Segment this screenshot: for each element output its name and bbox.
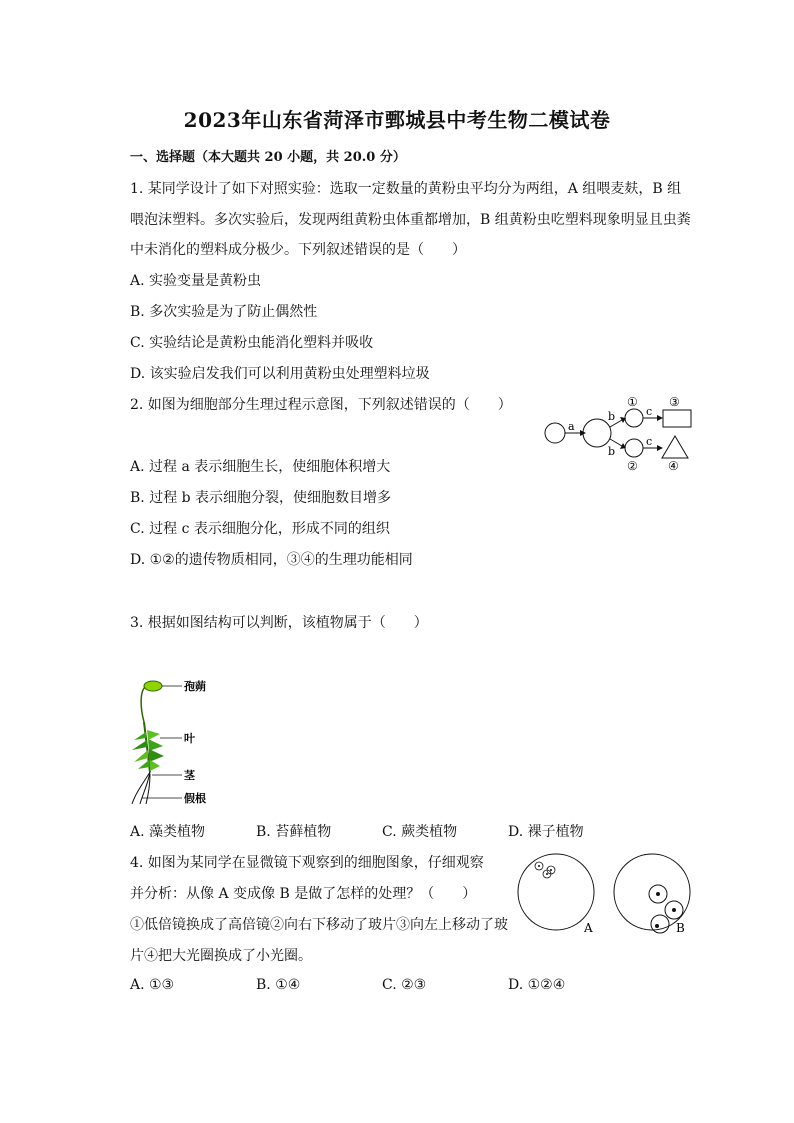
label-b-top: b — [608, 410, 616, 423]
q4-option-c[interactable]: C. ②③ — [382, 977, 427, 993]
section-heading: 一、选择题（本大题共 20 小题，共 20.0 分） — [130, 150, 406, 165]
label-2: ② — [627, 459, 638, 473]
q4-option-a[interactable]: A. ①③ — [130, 977, 175, 993]
label-rhizoid: 假根 — [184, 792, 206, 805]
q2-option-c[interactable]: C. 过程 c 表示细胞分化，形成不同的组织 — [130, 521, 390, 537]
q1-line-1: 1. 某同学设计了如下对照实验：选取一定数量的黄粉虫平均分为两组，A 组喂麦麸，B 组 — [130, 181, 682, 197]
q1-line-2: 喂泡沫塑料。多次实验后，发现两组黄粉虫体重都增加，B 组黄粉虫吃塑料现象明显且虫粪 — [130, 212, 691, 228]
q1-option-d[interactable]: D. 该实验启发我们可以利用黄粉虫处理塑料垃圾 — [130, 366, 430, 382]
q1-line-3: 中未消化的塑料成分极少。下列叙述错误的是（ ） — [130, 242, 466, 258]
q3-option-a[interactable]: A. 藻类植物 — [130, 824, 206, 840]
q1-option-b[interactable]: B. 多次实验是为了防止偶然性 — [130, 304, 318, 320]
cell-process-diagram — [540, 392, 700, 474]
label-view-b: B — [676, 921, 685, 935]
moss-plant-figure — [126, 672, 236, 812]
q4-option-d[interactable]: D. ①②④ — [508, 977, 566, 993]
label-a: a — [568, 420, 575, 433]
label-c-bottom: c — [646, 435, 653, 448]
label-1: ① — [627, 395, 638, 409]
label-capsule: 孢蒴 — [184, 680, 206, 693]
q3-option-c[interactable]: C. 蕨类植物 — [382, 824, 458, 840]
q4-line-3: ①低倍镜换成了高倍镜②向右下移动了玻片③向左上移动了玻 — [130, 917, 508, 933]
q1-option-c[interactable]: C. 实验结论是黄粉虫能消化塑料并吸收 — [130, 335, 374, 351]
q4-option-b[interactable]: B. ①④ — [256, 977, 301, 993]
microscope-view-figure — [514, 852, 704, 938]
q2-option-a[interactable]: A. 过程 a 表示细胞生长，使细胞体积增大 — [130, 459, 391, 475]
q1-option-a[interactable]: A. 实验变量是黄粉虫 — [130, 273, 262, 289]
q2-stem: 2. 如图为细胞部分生理过程示意图，下列叙述错误的（ ） — [130, 397, 512, 413]
q3-stem: 3. 根据如图结构可以判断，该植物属于（ ） — [130, 615, 428, 631]
q4-line-4: 片④把大光圈换成了小光圈。 — [130, 948, 312, 964]
q4-line-2: 并分析：从像 A 变成像 B 是做了怎样的处理？（ ） — [130, 886, 477, 902]
q3-option-b[interactable]: B. 苔藓植物 — [256, 824, 332, 840]
label-leaf: 叶 — [184, 732, 195, 745]
label-stem: 茎 — [184, 769, 195, 782]
label-b-bottom: b — [608, 445, 616, 458]
label-view-a: A — [584, 921, 593, 935]
q3-option-d[interactable]: D. 裸子植物 — [508, 824, 584, 840]
q4-line-1: 4. 如图为某同学在显微镜下观察到的细胞图象，仔细观察 — [130, 855, 484, 871]
q2-option-d[interactable]: D. ①②的遗传物质相同，③④的生理功能相同 — [130, 552, 413, 568]
label-c-top: c — [646, 405, 653, 418]
q2-option-b[interactable]: B. 过程 b 表示细胞分裂，使细胞数目增多 — [130, 490, 392, 506]
label-4: ④ — [668, 459, 679, 473]
page-title: 2023年山东省菏泽市鄄城县中考生物二模试卷 — [183, 108, 611, 132]
label-3: ③ — [669, 395, 680, 409]
